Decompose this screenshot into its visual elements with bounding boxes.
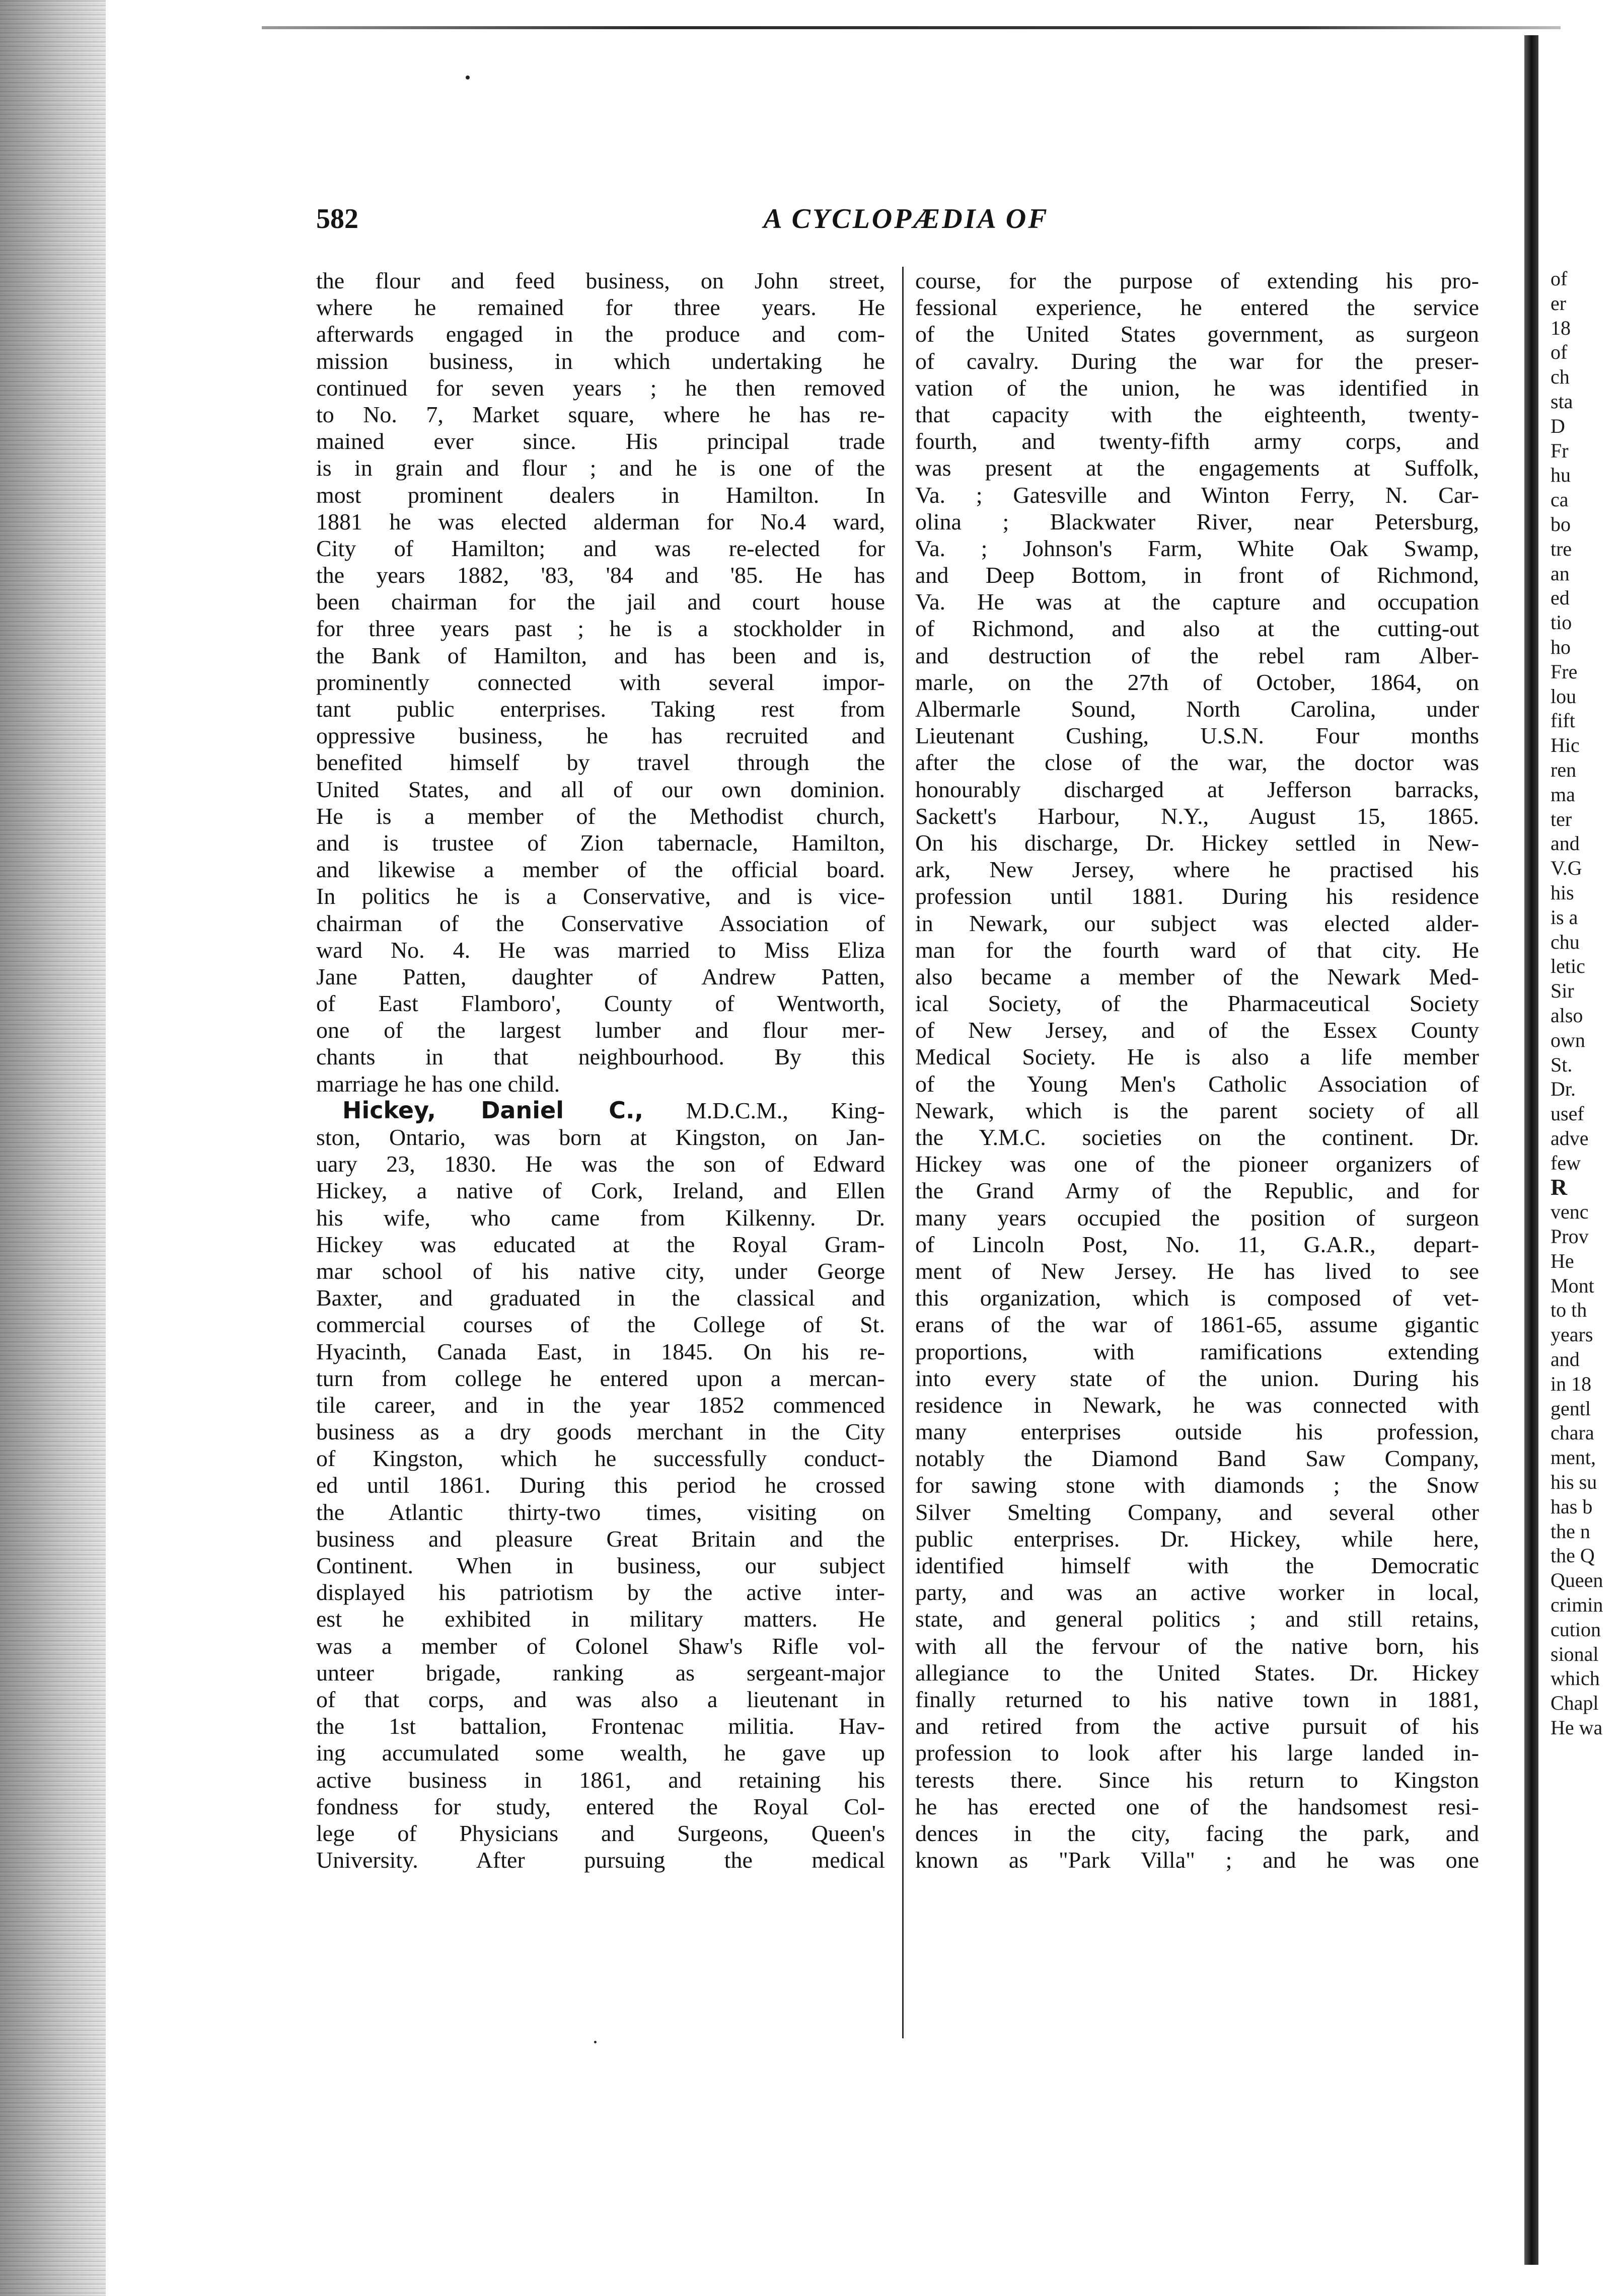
text-line: where he remained for three years. He: [316, 294, 885, 321]
text-line: vation of the union, he was identified in: [915, 374, 1479, 401]
text-line: of that corps, and was also a lieutenant in: [316, 1686, 885, 1712]
text-line: his wife, who came from Kilkenny. Dr.: [316, 1204, 885, 1231]
facing-page-fragment: Fre: [1551, 660, 1578, 683]
text-line: into every state of the union. During his: [915, 1365, 1479, 1391]
text-line: Continent. When in business, our subject: [316, 1553, 885, 1578]
text-line: to No. 7, Market square, where he has re-: [316, 401, 885, 427]
left-text-column: [316, 267, 885, 1873]
text-line: honourably discharged at Jefferson barracks,: [915, 776, 1479, 802]
facing-page-fragment: is a: [1551, 905, 1578, 929]
text-line: tant public enterprises. Taking rest from: [316, 696, 885, 722]
text-line: terests there. Since his return to Kingston: [915, 1767, 1479, 1793]
text-line: mar school of his native city, under George: [316, 1258, 885, 1284]
right-text-column: [915, 267, 1479, 1873]
text-line: mission business, in which undertaking he: [316, 348, 885, 374]
text-line: [316, 1097, 885, 1124]
text-line: Va. ; Gatesville and Winton Ferry, N. Car-: [915, 482, 1479, 508]
book-binding-edge: [0, 0, 106, 2296]
text-line: ston, Ontario, was born at Kingston, on Jan-: [316, 1124, 885, 1150]
text-line: Lieutenant Cushing, U.S.N. Four months: [915, 723, 1479, 749]
text-line: ark, New Jersey, where he practised his: [915, 857, 1479, 883]
text-line: of Richmond, and also at the cutting-out: [915, 616, 1479, 642]
text-line: one of the largest lumber and flour mer-: [316, 1017, 885, 1043]
facing-page-fragment: ren: [1551, 758, 1577, 781]
facing-page-fragment: gentl: [1551, 1397, 1591, 1420]
text-line: he has erected one of the handsomest resi-: [915, 1793, 1479, 1819]
facing-page-fragment: Sir: [1551, 979, 1574, 1003]
page-gutter: [1524, 35, 1538, 2265]
text-line: residence in Newark, he was connected with: [915, 1392, 1479, 1418]
facing-page-fragment: letic: [1551, 955, 1585, 978]
facing-page-fragment: years: [1551, 1323, 1593, 1346]
text-line: dences in the city, facing the park, and: [915, 1820, 1479, 1846]
facing-page-fragment: Hic: [1551, 734, 1580, 757]
scan-top-edge: [262, 26, 1561, 29]
facing-page-fragment: and: [1551, 1348, 1580, 1371]
facing-page-fragment: Prov: [1551, 1225, 1589, 1248]
text-line: finally returned to his native town in 1881,: [915, 1686, 1479, 1712]
scan-speck: [594, 2041, 597, 2043]
facing-page-fragment: tio: [1551, 611, 1572, 634]
text-line: oppressive business, he has recruited and: [316, 723, 885, 749]
text-line: fourth, and twenty-fifth army corps, and: [915, 428, 1479, 454]
facing-page-fragment: in 18: [1551, 1372, 1592, 1395]
text-line: uary 23, 1830. He was the son of Edward: [316, 1151, 885, 1177]
text-line: ment of New Jersey. He has lived to see: [915, 1258, 1479, 1284]
text-line: est he exhibited in military matters. He: [316, 1606, 885, 1632]
facing-page-text: [1551, 267, 1622, 1740]
text-line: In politics he is a Conservative, and is vice-: [316, 883, 885, 909]
text-line: marriage he has one child.: [316, 1070, 560, 1097]
text-line: the 1st battalion, Frontenac militia. Hav-: [316, 1713, 885, 1739]
text-line: Va. He was at the capture and occupation: [915, 589, 1479, 615]
facing-page-fragment: ca: [1551, 488, 1569, 511]
facing-page-fragment: ed: [1551, 586, 1570, 609]
facing-page-fragment: crimin: [1551, 1593, 1603, 1617]
text-line: many years occupied the position of surgeon: [915, 1204, 1479, 1231]
text-line: that capacity with the eighteenth, twenty-: [915, 401, 1479, 427]
text-line: and destruction of the rebel ram Alber-: [915, 642, 1479, 668]
text-line-rest: M.D.C.M., King-: [643, 1097, 885, 1123]
text-line: of the Young Men's Catholic Association of: [915, 1070, 1479, 1097]
facing-page-fragment: V.G: [1551, 857, 1582, 880]
text-line: afterwards engaged in the produce and com-: [316, 321, 885, 347]
text-line: Hickey was one of the pioneer organizers of: [915, 1151, 1479, 1177]
facing-page-fragment: 18: [1551, 316, 1571, 339]
text-line: of cavalry. During the war for the preser-: [915, 348, 1479, 374]
facing-page-fragment: ment,: [1551, 1446, 1596, 1469]
column-divider: [902, 267, 904, 2038]
facing-page-fragment: chara: [1551, 1421, 1594, 1444]
text-line: and Deep Bottom, in front of Richmond,: [915, 562, 1479, 588]
facing-page-fragment: usef: [1551, 1102, 1584, 1125]
text-line: identified himself with the Democratic: [915, 1553, 1479, 1578]
running-title: A CYCLOPÆDIA OF: [763, 203, 1049, 235]
facing-page-fragment: his: [1551, 881, 1574, 904]
text-line: United States, and all of our own dominion.: [316, 776, 885, 802]
facing-page-fragment: the Q: [1551, 1544, 1595, 1567]
text-line: and is trustee of Zion tabernacle, Hamilton,: [316, 829, 885, 856]
text-line: Silver Smelting Company, and several other: [915, 1499, 1479, 1525]
facing-page-fragment: ma: [1551, 783, 1575, 806]
text-line: after the close of the war, the doctor was: [915, 749, 1479, 776]
facing-page-fragment: He wa: [1551, 1716, 1603, 1739]
text-line: On his discharge, Dr. Hickey settled in New-: [915, 829, 1479, 856]
facing-page-fragment: Fr: [1551, 439, 1569, 462]
text-line: known as "Park Villa" ; and he was one: [915, 1847, 1479, 1873]
text-line: fondness for study, entered the Royal Col-: [316, 1793, 885, 1819]
text-line: ward No. 4. He was married to Miss Eliza: [316, 937, 885, 963]
text-line: and retired from the active pursuit of his: [915, 1713, 1479, 1739]
text-line: for sawing stone with diamonds ; the Snow: [915, 1472, 1479, 1498]
text-line: public enterprises. Dr. Hickey, while here,: [915, 1525, 1479, 1552]
text-line: proportions, with ramifications extending: [915, 1338, 1479, 1364]
facing-page-fragment: has b: [1551, 1495, 1593, 1518]
text-line: of the United States government, as surgeon: [915, 321, 1479, 347]
text-line: Albermarle Sound, North Carolina, under: [915, 696, 1479, 722]
text-line: the Bank of Hamilton, and has been and is,: [316, 642, 885, 668]
text-line: commercial courses of the College of St.: [316, 1312, 885, 1338]
text-line: chairman of the Conservative Association of: [316, 910, 885, 936]
text-line: most prominent dealers in Hamilton. In: [316, 482, 885, 508]
facing-page-fragment: chu: [1551, 930, 1580, 953]
text-line: ing accumulated some wealth, he gave up: [316, 1740, 885, 1766]
text-line: ical Society, of the Pharmaceutical Society: [915, 990, 1479, 1017]
facing-page-fragment: of: [1551, 267, 1568, 290]
text-line: Baxter, and graduated in the classical and: [316, 1285, 885, 1311]
text-line: this organization, which is composed of vet-: [915, 1285, 1479, 1311]
text-line: for three years past ; he is a stockholder in: [316, 616, 885, 642]
facing-page-fragment: few: [1551, 1151, 1581, 1174]
facing-page-fragment: sional: [1551, 1642, 1599, 1665]
text-line: the Y.M.C. societies on the continent. Dr.: [915, 1124, 1479, 1150]
text-line: City of Hamilton; and was re-elected for: [316, 535, 885, 561]
facing-page-fragment: er: [1551, 291, 1567, 315]
text-line: Medical Society. He is also a life member: [915, 1044, 1479, 1070]
text-line: business as a dry goods merchant in the City: [316, 1419, 885, 1445]
facing-page-fragment: ho: [1551, 635, 1571, 658]
text-line: He is a member of the Methodist church,: [316, 803, 885, 829]
text-line: profession until 1881. During his residence: [915, 883, 1479, 909]
text-line: the Grand Army of the Republic, and for: [915, 1178, 1479, 1204]
text-line: continued for seven years ; he then removed: [316, 374, 885, 401]
text-line: lege of Physicians and Surgeons, Queen's: [316, 1820, 885, 1846]
text-line: Hickey was educated at the Royal Gram-: [316, 1231, 885, 1257]
scan-speck: [466, 75, 470, 80]
facing-page-fragment: venc: [1551, 1200, 1589, 1223]
text-line: olina ; Blackwater River, near Petersburg,: [915, 508, 1479, 534]
facing-page-fragment: and: [1551, 832, 1580, 855]
facing-page-fragment: his su: [1551, 1471, 1597, 1494]
facing-page-fragment: to th: [1551, 1298, 1587, 1322]
facing-page-fragment: He: [1551, 1249, 1574, 1272]
facing-page-fragment: also: [1551, 1004, 1583, 1027]
text-line: the Atlantic thirty-two times, visiting on: [316, 1499, 885, 1525]
text-line: benefited himself by travel through the: [316, 749, 885, 776]
facing-page-fragment: lou: [1551, 684, 1577, 708]
facing-page-fragment: adve: [1551, 1126, 1589, 1150]
text-line: Va. ; Johnson's Farm, White Oak Swamp,: [915, 535, 1479, 561]
text-line: been chairman for the jail and court house: [316, 589, 885, 615]
text-line: was a member of Colonel Shaw's Rifle vol-: [316, 1633, 885, 1659]
facing-page-fragment: bo: [1551, 512, 1571, 535]
facing-page-fragment: Mont: [1551, 1274, 1594, 1297]
facing-page-fragment: an: [1551, 562, 1570, 585]
text-line: man for the fourth ward of that city. He: [915, 937, 1479, 963]
facing-page-fragment: ter: [1551, 807, 1572, 830]
text-line: ed until 1861. During this period he crossed: [316, 1472, 885, 1498]
text-line: course, for the purpose of extending his pro-: [915, 268, 1479, 293]
facing-page-fragment: own: [1551, 1028, 1585, 1051]
facing-page-fragment: Chapl: [1551, 1692, 1599, 1715]
facing-page-fragment: the n: [1551, 1519, 1590, 1543]
text-line: also became a member of the Newark Med-: [915, 963, 1479, 989]
text-line: of Kingston, which he successfully conduct-: [316, 1445, 885, 1472]
text-line: the flour and feed business, on John street,: [316, 268, 885, 293]
text-line: 1881 he was elected alderman for No.4 ward,: [316, 508, 885, 534]
facing-page-fragment: tre: [1551, 537, 1572, 560]
text-line: mained ever since. His principal trade: [316, 428, 885, 454]
text-line: Newark, which is the parent society of all: [915, 1097, 1479, 1123]
text-line: unteer brigade, ranking as sergeant-major: [316, 1659, 885, 1686]
facing-page-fragment: of: [1551, 341, 1568, 364]
text-line: of Lincoln Post, No. 11, G.A.R., depart-: [915, 1231, 1479, 1257]
facing-page-fragment: D: [1551, 414, 1565, 437]
facing-page-fragment: sta: [1551, 390, 1573, 413]
text-line: notably the Diamond Band Saw Company,: [915, 1445, 1479, 1472]
text-line: erans of the war of 1861-65, assume gigantic: [915, 1312, 1479, 1338]
text-line: with all the fervour of the native born, his: [915, 1633, 1479, 1659]
text-line: was present at the engagements at Suffolk,: [915, 455, 1479, 481]
facing-page-fragment: R: [1551, 1175, 1568, 1200]
text-line: University. After pursuing the medical: [316, 1847, 885, 1873]
facing-page-fragment: Dr.: [1551, 1078, 1576, 1101]
text-line: in Newark, our subject was elected alder-: [915, 910, 1479, 936]
text-line: tile career, and in the year 1852 commenced: [316, 1392, 885, 1418]
facing-page-fragment: fift: [1551, 709, 1575, 732]
text-line: of East Flamboro', County of Wentworth,: [316, 990, 885, 1017]
biography-entry-name: Hickey, Daniel C.,: [342, 1097, 643, 1124]
text-line: Jane Patten, daughter of Andrew Patten,: [316, 963, 885, 989]
facing-page-fragment: St.: [1551, 1053, 1573, 1076]
text-line: active business in 1861, and retaining his: [316, 1767, 885, 1793]
text-line: of New Jersey, and of the Essex County: [915, 1017, 1479, 1043]
text-line: many enterprises outside his profession,: [915, 1419, 1479, 1445]
text-line: displayed his patriotism by the active inter-: [316, 1579, 885, 1605]
facing-page-fragment: Queen: [1551, 1569, 1603, 1592]
facing-page-fragment: which: [1551, 1667, 1600, 1690]
facing-page-fragment: hu: [1551, 464, 1571, 487]
text-line: party, and was an active worker in local,: [915, 1579, 1479, 1605]
text-line: allegiance to the United States. Dr. Hickey: [915, 1659, 1479, 1686]
text-line: business and pleasure Great Britain and the: [316, 1525, 885, 1552]
text-line: prominently connected with several impor-: [316, 669, 885, 695]
text-line: chants in that neighbourhood. By this: [316, 1044, 885, 1070]
text-line: Hyacinth, Canada East, in 1845. On his re-: [316, 1338, 885, 1364]
text-line: the years 1882, '83, '84 and '85. He has: [316, 562, 885, 588]
text-line: state, and general politics ; and still retains,: [915, 1606, 1479, 1632]
page-number: 582: [316, 203, 358, 235]
facing-page-fragment: cution: [1551, 1618, 1601, 1641]
text-line: fessional experience, he entered the service: [915, 294, 1479, 321]
facing-page-fragment: ch: [1551, 365, 1570, 389]
text-line: is in grain and flour ; and he is one of the: [316, 455, 885, 481]
text-line: Hickey, a native of Cork, Ireland, and Ellen: [316, 1178, 885, 1204]
text-line: Sackett's Harbour, N.Y., August 15, 1865.: [915, 803, 1479, 829]
text-line: marle, on the 27th of October, 1864, on: [915, 669, 1479, 695]
text-line: turn from college he entered upon a mercan-: [316, 1365, 885, 1391]
text-line: profession to look after his large landed in-: [915, 1740, 1479, 1766]
text-line: and likewise a member of the official board.: [316, 857, 885, 883]
